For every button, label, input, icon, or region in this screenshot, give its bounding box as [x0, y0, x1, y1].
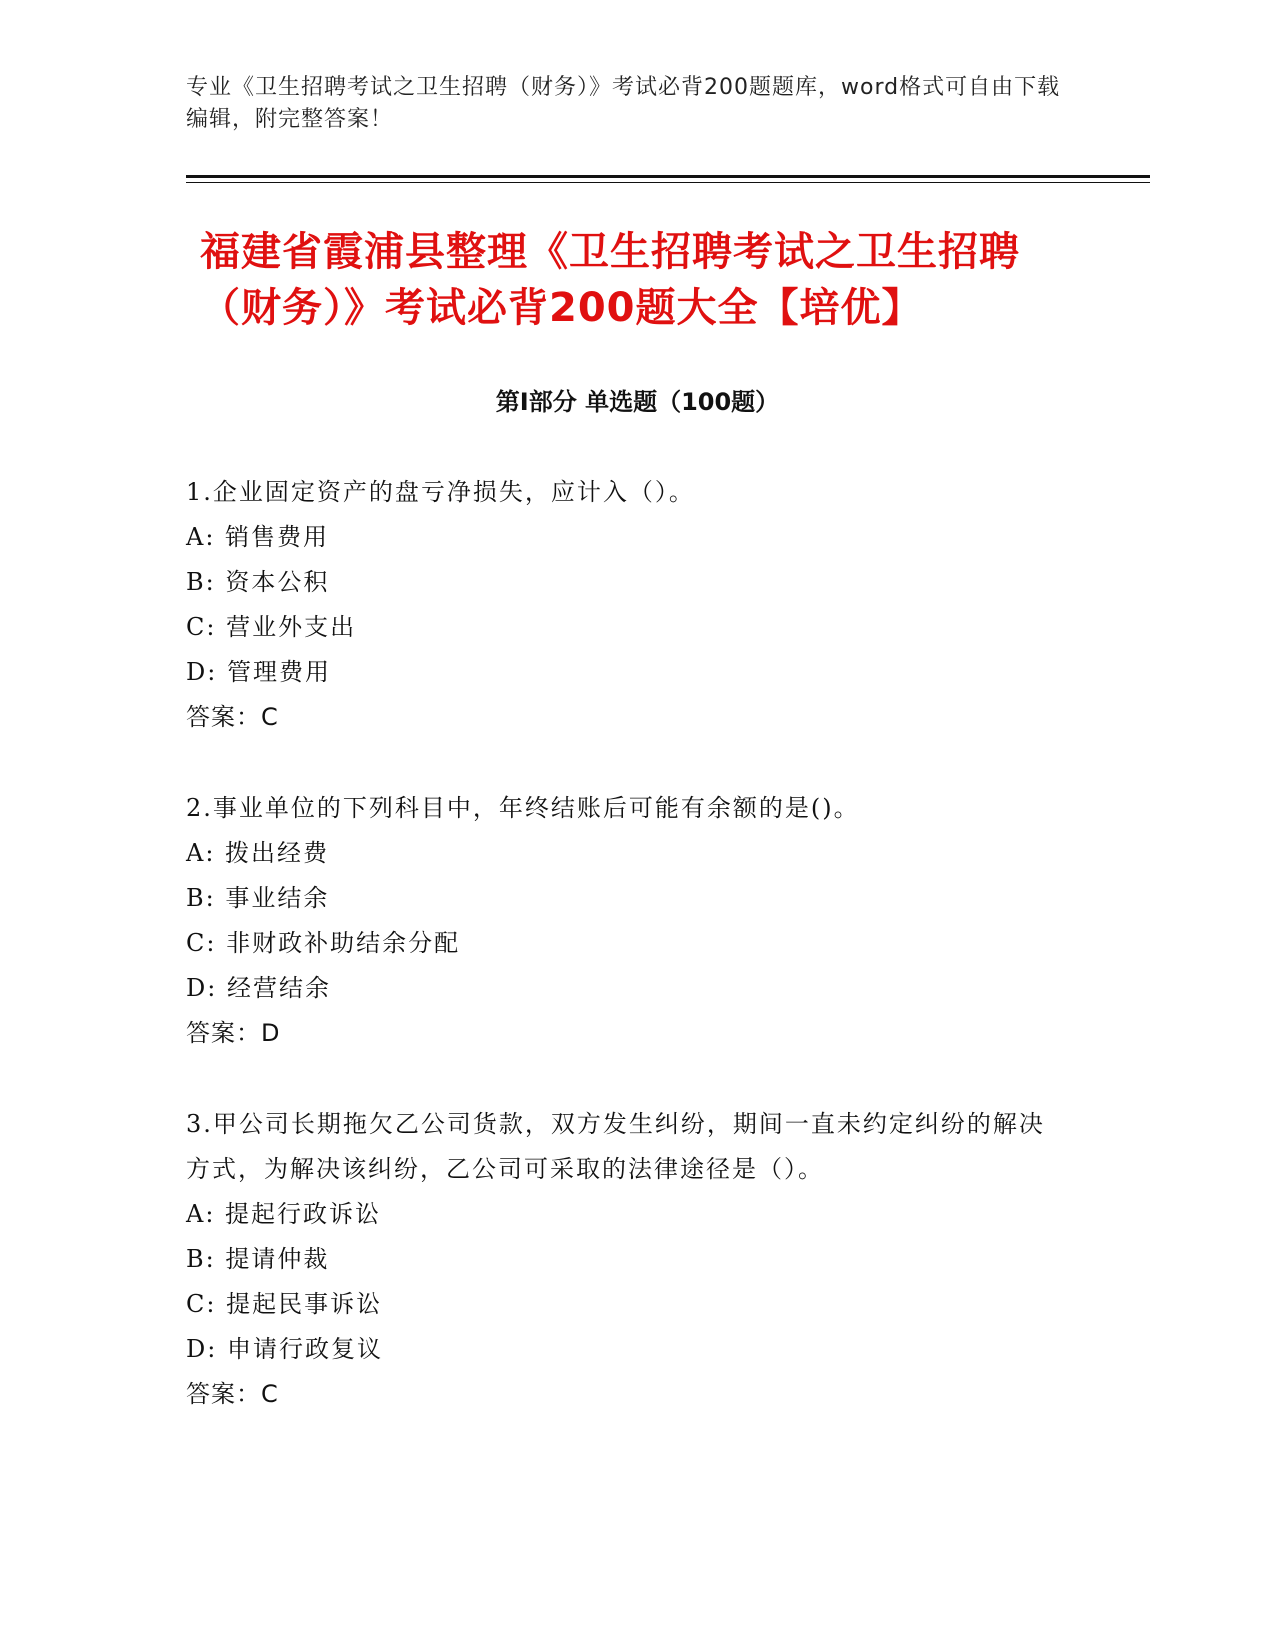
section-title: 第I部分 单选题（100题） [495, 388, 780, 416]
option-d: D: 管理费用 [186, 658, 331, 686]
answer: 答案：D [186, 1019, 281, 1047]
header-rule-thick [186, 175, 1150, 178]
question-2 [186, 786, 1066, 1056]
option-a: A: 拨出经费 [186, 839, 330, 867]
option-a: A: 销售费用 [186, 523, 330, 551]
option-c: C: 提起民事诉讼 [186, 1290, 383, 1318]
question-stem: 1.企业固定资产的盘亏净损失，应计入（）。 [186, 478, 695, 506]
option-c: C: 营业外支出 [186, 613, 357, 641]
question-stem: 2.事业单位的下列科目中，年终结账后可能有余额的是()。 [186, 794, 860, 822]
answer: 答案：C [186, 703, 279, 731]
option-a: A: 提起行政诉讼 [186, 1200, 382, 1228]
option-b: B: 事业结余 [186, 884, 330, 912]
document-title: 福建省霞浦县整理《卫生招聘考试之卫生招聘（财务）》考试必背200题大全【培优】 [200, 229, 1020, 331]
option-b: B: 提请仲裁 [186, 1245, 330, 1273]
header-note: 专业《卫生招聘考试之卫生招聘（财务）》考试必背200题题库，word格式可自由下载编辑，附完整答案！ [186, 75, 1061, 132]
option-b: B: 资本公积 [186, 568, 330, 596]
option-d: D: 经营结余 [186, 974, 331, 1002]
question-list [186, 470, 1066, 1463]
question-stem: 3.甲公司长期拖欠乙公司货款，双方发生纠纷，期间一直未约定纠纷的解决方式，为解决该纠纷，乙公司可采取的法律途径是（）。 [186, 1110, 1045, 1183]
header-rule-thin [186, 182, 1150, 183]
option-c: C: 非财政补助结余分配 [186, 929, 461, 957]
question-3 [186, 1102, 1066, 1417]
option-d: D: 申请行政复议 [186, 1335, 383, 1363]
question-1 [186, 470, 1066, 740]
answer: 答案：C [186, 1380, 279, 1408]
